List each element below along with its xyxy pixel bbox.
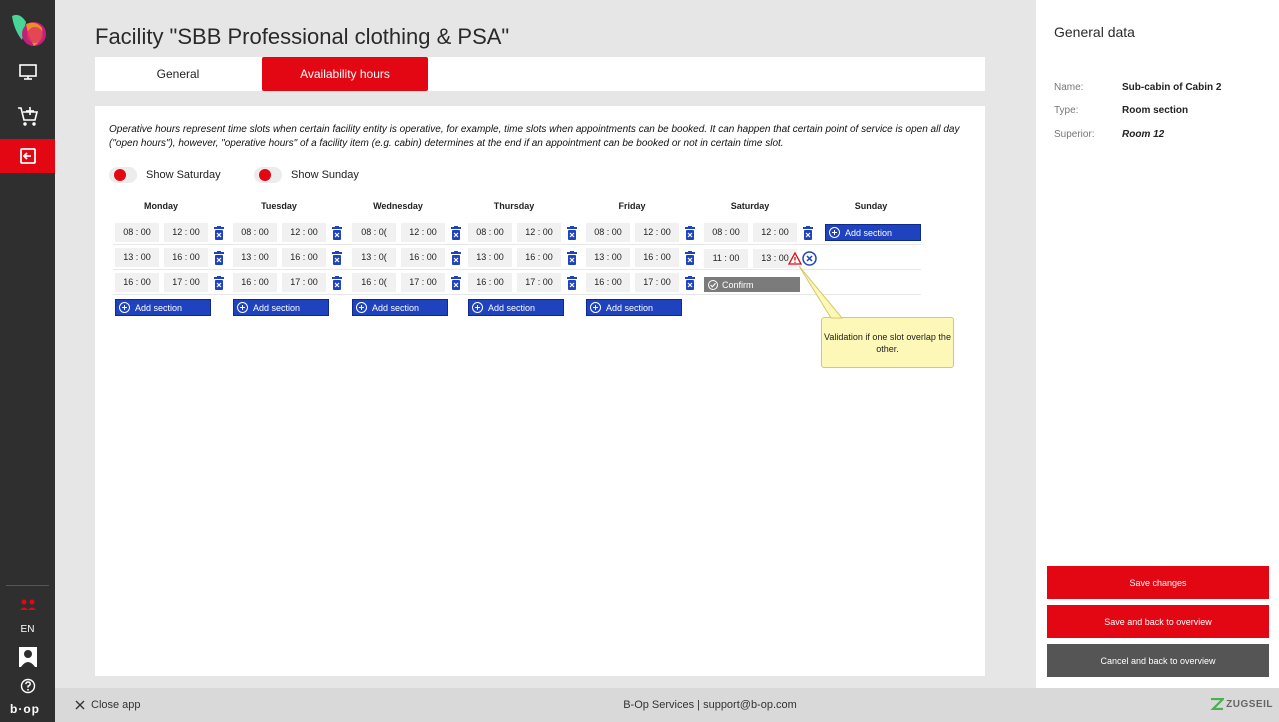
toggle-label: Show Sunday [291, 169, 359, 181]
help-icon [20, 678, 36, 694]
nav-item-help[interactable] [0, 675, 55, 697]
nav-divider [6, 585, 49, 586]
add-section-label: Add section [845, 227, 893, 238]
description-text: Operative hours represent time slots when certain facility entity is operative, for example, time slots when appointments can be booked. It can happen that certain point of service is open all day ("open hours"), however, "operative hours" of a facility item (e.g. cabin) determines at the end if an appointment can be booked or not in certain time slot. [109, 124, 960, 149]
close-app-label: Close app [91, 699, 141, 711]
add-section-label: Add section [253, 302, 301, 313]
day-header: Saturday [730, 201, 770, 211]
cancel-and-back-button[interactable]: Cancel and back to overview [1047, 644, 1269, 677]
check-icon [708, 280, 718, 290]
add-section-button[interactable] [825, 224, 921, 241]
time-from-input[interactable]: 16 : 00 [468, 273, 512, 292]
add-section-button[interactable] [586, 299, 682, 316]
left-navigation [0, 0, 55, 722]
confirm-label: Confirm [722, 279, 754, 290]
add-section-label: Add section [372, 302, 420, 313]
time-from-input[interactable]: 16 : 00 [233, 273, 277, 292]
day-header: Thursday [493, 201, 535, 211]
nav-item-monitor[interactable] [0, 55, 55, 89]
time-from-input[interactable]: 08 : 0( [352, 223, 396, 242]
time-to-input[interactable]: 17 : 00 [517, 273, 561, 292]
plus-circle-icon [237, 302, 248, 313]
time-to-input[interactable]: 17 : 00 [164, 273, 208, 292]
add-section-label: Add section [606, 302, 654, 313]
type-label: Type: [1054, 105, 1079, 116]
exit-door-icon [19, 147, 37, 165]
day-header: Friday [618, 201, 646, 211]
add-section-button[interactable] [233, 299, 329, 316]
superior-label: Superior: [1054, 129, 1095, 140]
time-from-input[interactable]: 16 : 00 [115, 273, 159, 292]
toggle-switch[interactable] [109, 167, 137, 183]
show-saturday-toggle[interactable] [109, 167, 221, 183]
time-from-input[interactable]: 11 : 00 [704, 249, 748, 268]
save-and-back-button[interactable]: Save and back to overview [1047, 605, 1269, 638]
delete-slot-icon[interactable] [450, 226, 462, 240]
show-sunday-toggle[interactable] [254, 167, 359, 183]
delete-slot-icon[interactable] [331, 251, 343, 265]
delete-slot-icon[interactable] [684, 276, 696, 290]
plus-circle-icon [119, 302, 130, 313]
time-to-input[interactable]: 16 : 00 [517, 248, 561, 267]
day-header: Wednesday [373, 201, 423, 211]
time-to-input[interactable]: 16 : 00 [164, 248, 208, 267]
delete-slot-icon[interactable] [450, 251, 462, 265]
time-to-input[interactable]: 16 : 00 [401, 248, 445, 267]
tooltip-pointer [785, 256, 845, 326]
time-from-input[interactable]: 08 : 00 [586, 223, 630, 242]
time-to-input[interactable]: 12 : 00 [164, 223, 208, 242]
time-to-input[interactable]: 17 : 00 [401, 273, 445, 292]
contact-info: B-Op Services | support@b-op.com [623, 699, 797, 711]
plus-circle-icon [356, 302, 367, 313]
team-icon [19, 598, 37, 612]
time-from-input[interactable]: 08 : 00 [468, 223, 512, 242]
plus-circle-icon [829, 227, 840, 238]
bop-logo: b·op [10, 702, 40, 716]
page-title: Facility "SBB Professional clothing & PSA" [95, 24, 510, 49]
time-from-input[interactable]: 08 : 00 [115, 223, 159, 242]
day-header: Sunday [854, 201, 888, 211]
tab-general[interactable]: General [156, 67, 200, 81]
time-from-input[interactable]: 13 : 0( [352, 248, 396, 267]
user-icon [19, 647, 37, 667]
monitor-icon [19, 64, 37, 80]
delete-slot-icon[interactable] [802, 226, 814, 240]
cart-add-icon [17, 105, 39, 127]
type-value: Room section [1122, 105, 1189, 116]
app-logo-icon[interactable] [8, 10, 48, 50]
nav-item-user[interactable] [0, 643, 55, 671]
time-to-input[interactable]: 12 : 00 [635, 223, 679, 242]
nav-item-exit[interactable] [0, 139, 55, 173]
add-section-button[interactable] [352, 299, 448, 316]
validation-note: Validation if one slot overlap the other. [824, 332, 951, 354]
add-section-label: Add section [488, 302, 536, 313]
time-from-input[interactable]: 08 : 00 [704, 223, 748, 242]
toggle-label: Show Saturday [146, 169, 221, 181]
delete-slot-icon[interactable] [684, 251, 696, 265]
add-section-label: Add section [135, 302, 183, 313]
time-to-input[interactable]: 16 : 00 [282, 248, 326, 267]
row-divider [113, 244, 921, 245]
time-to-input[interactable]: 12 : 00 [517, 223, 561, 242]
language-selector[interactable]: EN [20, 624, 35, 635]
panel-title: General data [1054, 24, 1135, 40]
time-to-input[interactable]: 12 : 00 [401, 223, 445, 242]
time-from-input[interactable]: 13 : 00 [586, 248, 630, 267]
add-section-button[interactable] [115, 299, 211, 316]
brand-name: ZUGSEIL [1226, 698, 1273, 710]
general-data-panel [1036, 0, 1279, 688]
delete-slot-icon[interactable] [566, 226, 578, 240]
delete-slot-icon[interactable] [213, 276, 225, 290]
time-from-input[interactable]: 08 : 00 [233, 223, 277, 242]
delete-slot-icon[interactable] [331, 226, 343, 240]
zugseil-logo-icon [1210, 698, 1224, 710]
plus-circle-icon [590, 302, 601, 313]
plus-circle-icon [472, 302, 483, 313]
time-to-input[interactable]: 13 : 00 [753, 249, 797, 268]
name-value: Sub-cabin of Cabin 2 [1122, 82, 1222, 93]
time-from-input[interactable]: 13 : 00 [233, 248, 277, 267]
name-label: Name: [1054, 82, 1084, 93]
save-changes-button[interactable]: Save changes [1047, 566, 1269, 599]
time-from-input[interactable]: 16 : 0( [352, 273, 396, 292]
toggle-switch[interactable] [254, 167, 282, 183]
tab-bar [95, 57, 985, 91]
delete-slot-icon[interactable] [213, 251, 225, 265]
time-to-input[interactable]: 12 : 00 [753, 223, 797, 242]
delete-slot-icon[interactable] [684, 226, 696, 240]
brand-logo [1210, 698, 1273, 710]
nav-item-team[interactable] [0, 590, 55, 620]
nav-item-cart[interactable] [0, 99, 55, 133]
time-from-input[interactable]: 16 : 00 [586, 273, 630, 292]
time-to-input[interactable]: 16 : 00 [635, 248, 679, 267]
availability-card [95, 106, 985, 676]
time-from-input[interactable]: 13 : 00 [468, 248, 512, 267]
delete-slot-icon[interactable] [566, 276, 578, 290]
delete-slot-icon[interactable] [450, 276, 462, 290]
time-to-input[interactable]: 17 : 00 [635, 273, 679, 292]
footer [55, 688, 1279, 722]
delete-slot-icon[interactable] [566, 251, 578, 265]
delete-slot-icon[interactable] [213, 226, 225, 240]
add-section-button[interactable] [468, 299, 564, 316]
time-to-input[interactable]: 17 : 00 [282, 273, 326, 292]
delete-slot-icon[interactable] [331, 276, 343, 290]
day-header: Monday [143, 201, 178, 211]
day-header: Tuesday [261, 201, 297, 211]
tab-availability-hours[interactable]: Availability hours [262, 57, 428, 91]
time-to-input[interactable]: 12 : 00 [282, 223, 326, 242]
superior-value: Room 12 [1122, 129, 1165, 140]
time-from-input[interactable]: 13 : 00 [115, 248, 159, 267]
